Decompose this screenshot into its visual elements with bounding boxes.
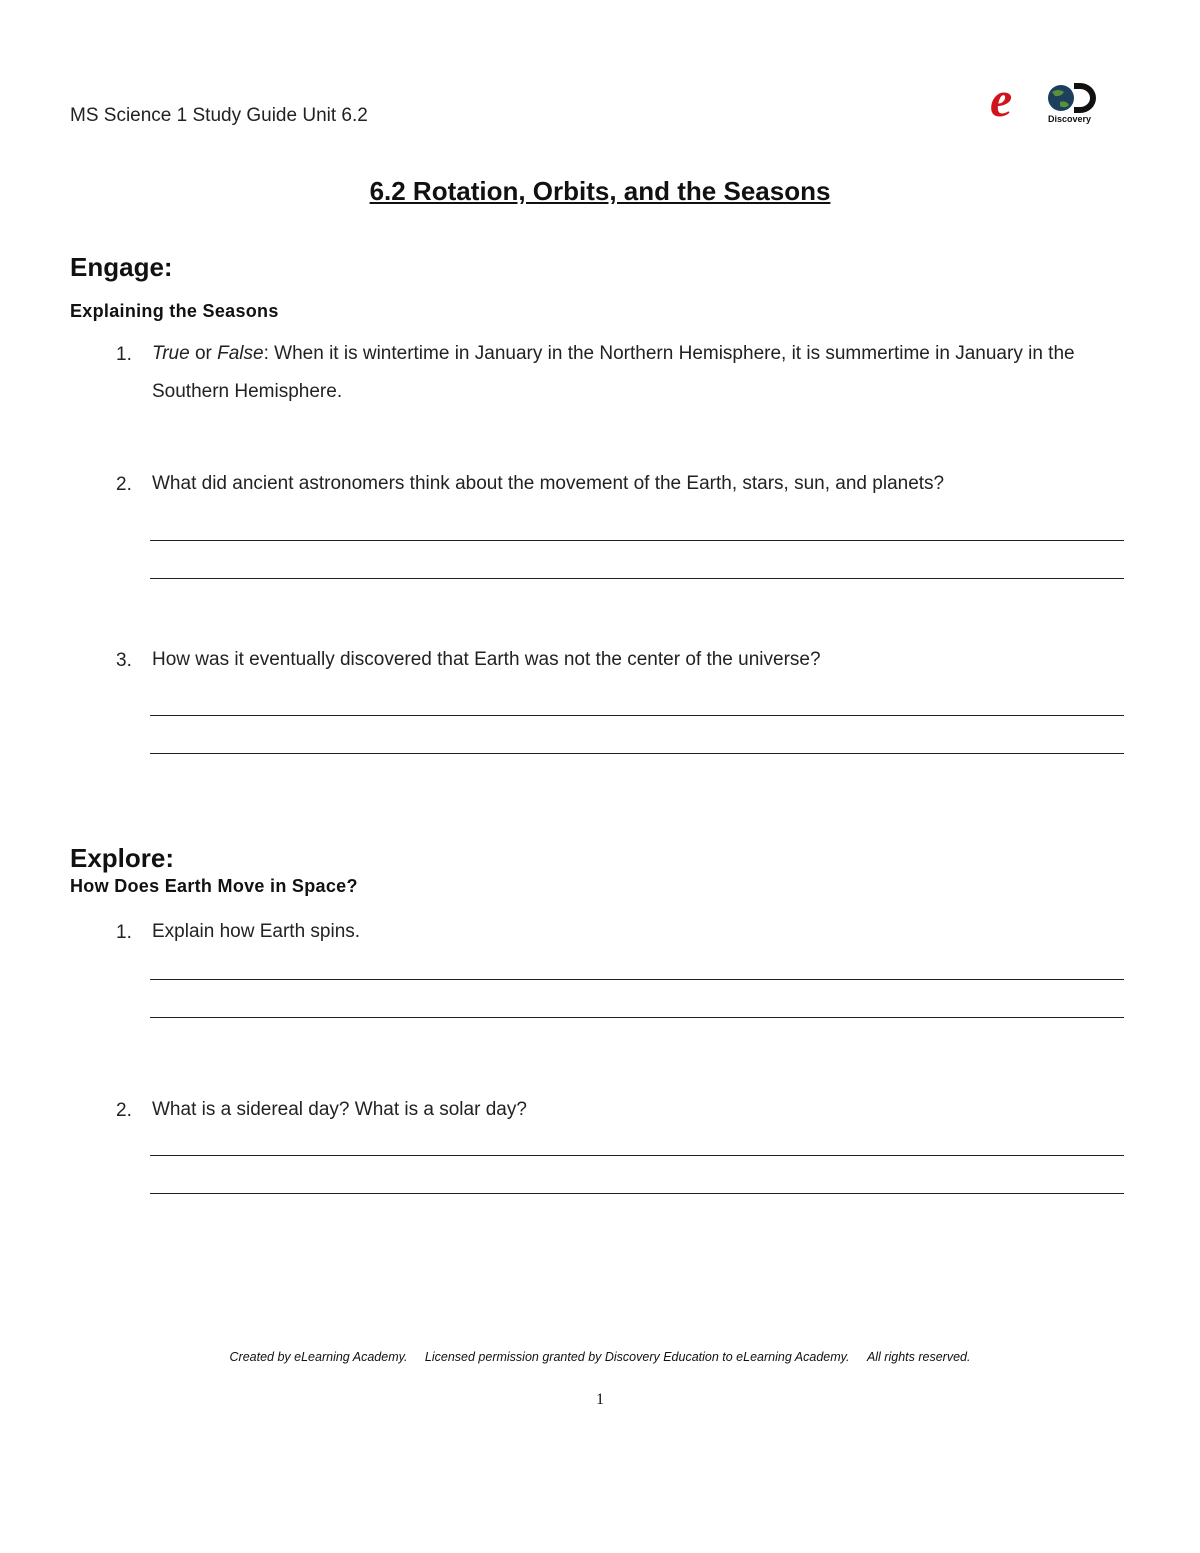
page-title: 6.2 Rotation, Orbits, and the Seasons	[369, 176, 831, 206]
answer-line[interactable]	[150, 715, 1124, 716]
footer-created: Created by eLearning Academy.	[229, 1350, 408, 1364]
true-word: True	[152, 343, 190, 364]
answer-line[interactable]	[150, 979, 1124, 980]
footer-licensed: Licensed permission granted by Discovery Education to eLearning Academy.	[424, 1350, 850, 1364]
answer-line[interactable]	[150, 578, 1124, 579]
answer-line[interactable]	[150, 1155, 1124, 1156]
logo-brand-text: Discovery	[1048, 114, 1092, 124]
engage-q3-text: How was it eventually discovered that Earth was not the center of the universe?	[152, 649, 821, 670]
engage-q1-text	[152, 335, 1082, 411]
discovery-logo	[990, 78, 1102, 124]
answer-line[interactable]	[150, 540, 1124, 541]
engage-subheading: Explaining the Seasons	[70, 301, 279, 321]
answer-line[interactable]	[150, 1193, 1124, 1194]
explore-heading: Explore:	[70, 843, 175, 873]
engage-q3-number: 3.	[116, 650, 132, 671]
answer-line[interactable]	[150, 1017, 1124, 1018]
engage-q1-number: 1.	[116, 344, 132, 365]
footer	[0, 1350, 1200, 1364]
footer-rights: All rights reserved.	[866, 1350, 971, 1364]
engage-q2-number: 2.	[116, 474, 132, 495]
header-text: MS Science 1 Study Guide Unit 6.2	[70, 105, 368, 126]
explore-q2-text: What is a sidereal day? What is a solar day?	[152, 1099, 527, 1120]
engage-q2-text: What did ancient astronomers think about the movement of the Earth, stars, sun, and planets?	[152, 473, 945, 494]
or-word: or	[189, 343, 218, 364]
explore-subheading: How Does Earth Move in Space?	[70, 876, 358, 896]
false-word: False	[217, 343, 264, 364]
explore-q2-number: 2.	[116, 1100, 132, 1121]
logo-e-letter: e	[990, 78, 1013, 124]
explore-q1-text: Explain how Earth spins.	[152, 921, 361, 942]
engage-q1-rest: : When it is wintertime in January in the Northern Hemisphere, it is summertime in January in the Southern Hemisphere.	[152, 343, 1075, 402]
answer-line[interactable]	[150, 753, 1124, 754]
logo-d-shape	[1074, 83, 1096, 113]
page-number: 1	[596, 1391, 604, 1408]
engage-heading: Engage:	[70, 252, 173, 282]
globe-icon	[1048, 85, 1074, 111]
explore-q1-number: 1.	[116, 922, 132, 943]
